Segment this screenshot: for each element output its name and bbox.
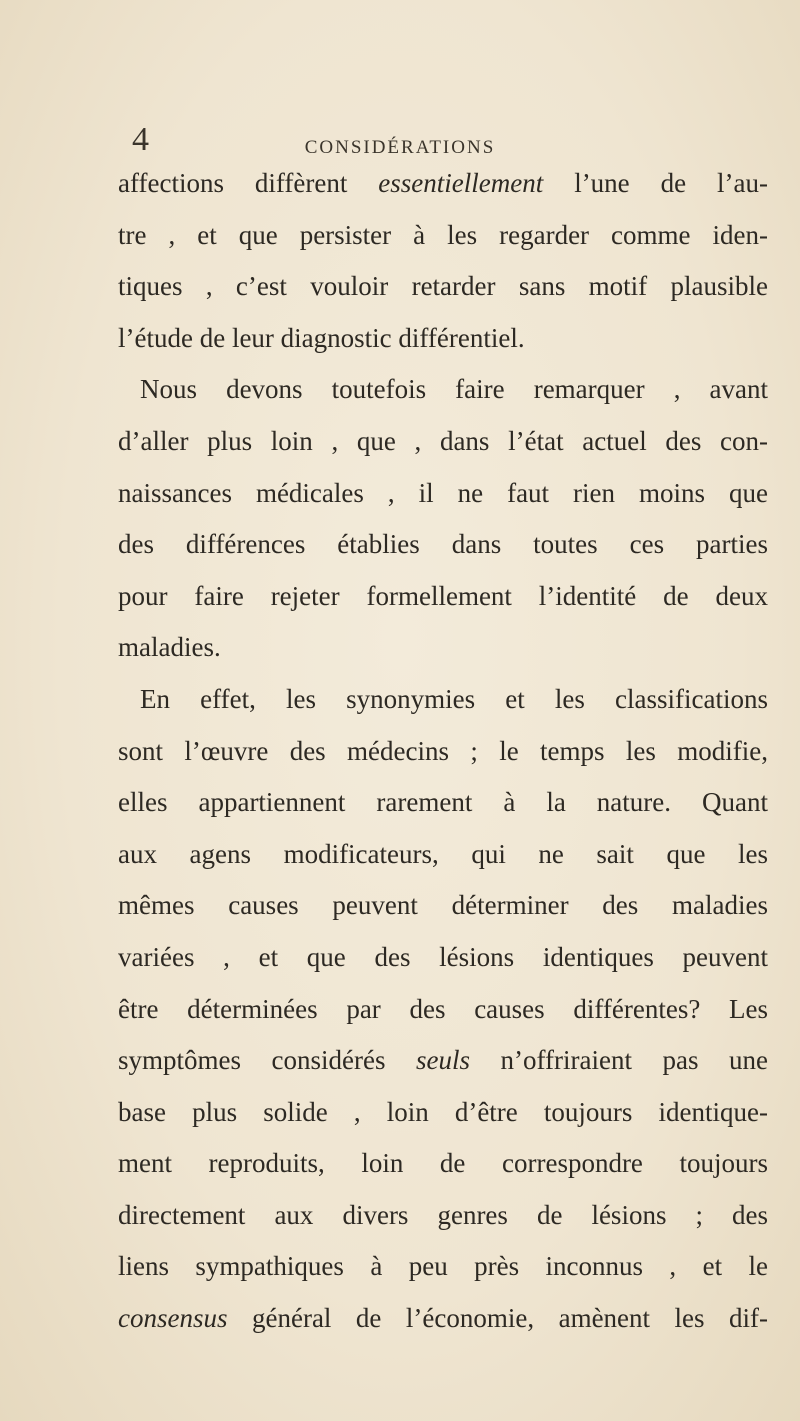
text-line: [118, 1035, 768, 1087]
italic-text: seuls: [416, 1045, 471, 1076]
text-run: elles appartiennent rarement à la nature. Quant: [118, 787, 768, 818]
italic-text: essentiellement: [378, 168, 544, 198]
text-run: général de l’économie, amènent les dif-: [227, 1303, 768, 1334]
text-line: [118, 210, 768, 262]
text-run: l’étude de leur diagnostic différentiel.: [118, 322, 525, 353]
text-run: être déterminées par des causes différentes? Les: [118, 993, 768, 1024]
text-run: sont l’œuvre des médecins ; le temps les modifie,: [118, 735, 768, 766]
text-line: [118, 1190, 768, 1242]
text-run: d’aller plus loin , que , dans l’état actuel des con-: [118, 425, 768, 456]
text-line: [118, 416, 768, 468]
text-run: liens sympathiques à peu près inconnus , et le: [118, 1251, 768, 1282]
text-line: [118, 1241, 768, 1293]
text-run: directement aux divers genres de lésions ; des: [118, 1199, 768, 1230]
text-line: [118, 1138, 768, 1190]
text-line: [118, 1293, 768, 1345]
text-run: naissances médicales , il ne faut rien moins que: [118, 477, 768, 508]
text-line: [118, 364, 768, 416]
text-run: pour faire rejeter formellement l’identité de deux: [118, 580, 768, 611]
text-line: [118, 261, 768, 313]
text-line: [118, 1087, 768, 1139]
text-line: [118, 313, 768, 365]
paragraph: [118, 364, 768, 674]
text-run: tre , et que persister à les regarder comme iden-: [118, 219, 768, 250]
text-run: affections diffèrent: [118, 168, 379, 198]
paragraph: [118, 158, 768, 364]
text-run: aux agens modificateurs, qui ne sait que les: [118, 838, 768, 869]
text-run: ment reproduits, loin de correspondre toujours: [118, 1148, 768, 1179]
text-run: tiques , c’est vouloir retarder sans motif plausible: [118, 271, 768, 302]
text-run: symptômes considérés: [118, 1045, 417, 1076]
text-line: [118, 468, 768, 520]
text-run: maladies.: [118, 632, 221, 663]
text-run: l’une de l’au-: [543, 168, 768, 198]
text-run: En effet, les synonymies et les classifications: [140, 683, 768, 714]
text-line: [118, 777, 768, 829]
text-run: Nous devons toutefois faire remarquer , avant: [140, 374, 768, 405]
running-head: CONSIDÉRATIONS: [304, 137, 496, 158]
text-line: [118, 674, 768, 726]
text-line: [118, 880, 768, 932]
text-line: [118, 158, 768, 210]
text-run: mêmes causes peuvent déterminer des maladies: [118, 890, 768, 921]
paragraph: [118, 674, 768, 1345]
text-run: base plus solide , loin d’être toujours identique-: [118, 1096, 768, 1127]
text-line: [118, 932, 768, 984]
text-line: [118, 571, 768, 623]
text-run: des différences établies dans toutes ces parties: [118, 529, 768, 560]
text-run: variées , et que des lésions identiques peuvent: [118, 941, 768, 972]
text-run: n’offriraient pas une: [470, 1045, 768, 1076]
text-line: [118, 519, 768, 571]
body-text: [118, 158, 768, 1345]
page-number: 4: [132, 121, 149, 158]
text-line: [118, 984, 768, 1036]
text-line: [118, 829, 768, 881]
text-line: [118, 622, 768, 674]
italic-text: consensus: [118, 1303, 228, 1334]
text-line: [118, 726, 768, 778]
